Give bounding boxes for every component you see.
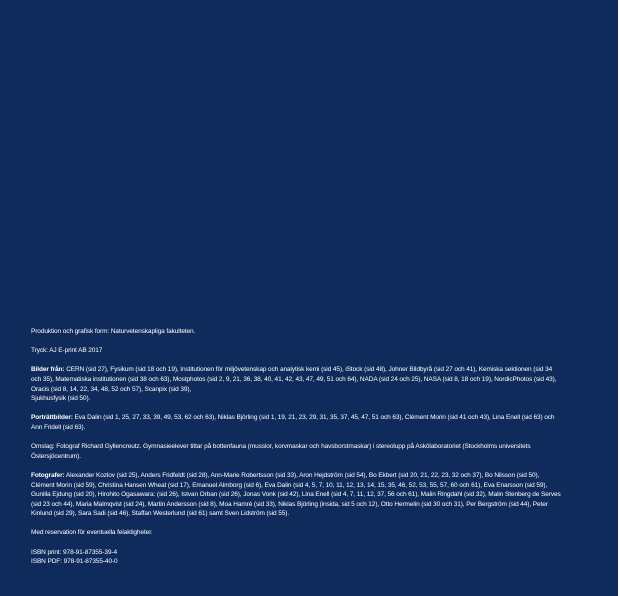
production-credit: Produktion och grafisk form: Naturvetenskapliga fakulteten. bbox=[31, 328, 196, 335]
print-credit: Tryck: AJ E-print AB 2017 bbox=[31, 347, 103, 355]
isbn-print: ISBN print: 978-91-87355-39-4 bbox=[31, 548, 117, 556]
photographer-credits bbox=[31, 471, 561, 519]
image-credits-continued: Sjukhusfysik (sid 50). bbox=[31, 395, 91, 403]
disclaimer: Med reservation för eventuella felaktigheter. bbox=[31, 529, 153, 537]
photographer-credits-label: Fotografer: bbox=[31, 471, 65, 479]
image-credits bbox=[31, 365, 561, 394]
portrait-credits-text: Eva Dalin (sid 1, 25, 27, 33, 39, 49, 53, 62 och 63), Niklas Björling (sid 1, 19, 21, 23, 29, 31, 35, 37, 45, 47, 51 och 63), Clément Morin (sid 41 och 43), Lina Enell (sid 63) och Ann Fridell (sid 63). bbox=[31, 414, 555, 431]
cover-credit: Omslag: Fotograf Richard Gyllencreutz. Gymnasieelever tittar på bottenfauna (musslor, korvmaskar och havsborstmaskar) i stereolupp på Askölaboratoriet (Stockholms universitets Östersjöcentrum). bbox=[31, 443, 531, 460]
colophon bbox=[31, 327, 561, 567]
photographer-credits-text: Alexander Kozlov (sid 25), Anders Fridfeldt (sid 28), Ann-Marie Robertsson (sid 33), Aron Hejdström (sid 54), Bo Ekbert (sid 20, 21, 22, 23, 32 och 37), Bo Nilsson (sid 50), Clément Morin (sid 59), Christina Hansen Wheat (sid 17), Emanuel Almborg (sid 6), Eva Dalin (sid 4, 5, 7, 10, 11, 12, 13, 14, 15, 35, 46, 52, 53, 55, 57, 60 och 61), Eva Enarsson (sid 59), Gunilla Ejdung (sid 20), Hirohito Ogasawara: (sid 26), Istvan Orban (sid 26), Jonas Vonk (sid 42), Lina Enell (sid 4, 7, 11, 12, 37, 56 och 61), Malin Ringdahl (sid 32), Malin Stenberg de Serves (sid 23 och 44), Maria Malmqvist (sid 24), Martin Andersson (sid 8), Moa Hamré (sid 33), Niklas Björling (insida, sid 5 och 12), Otto Hermelin (sid 30 och 31), Per Bergström (sid 44), Peter Kinlund (sid 29), Sara Sadi (sid 46), Staffan Westerlund (sid 61) samt Sven Lidström (sid 55). bbox=[31, 471, 561, 518]
image-credits-label: Bilder från: bbox=[31, 366, 65, 374]
isbn-pdf: ISBN PDF: 978-91-87355-40-0 bbox=[31, 558, 118, 566]
image-credits-text: CERN (sid 27), Fysikum (sid 18 och 19), Institutionen för miljövetenskap och analytisk kemi (sid 45), iStock (sid 48), Johner Bildbyrå (sid 27 och 41), Kemiska sektionen (sid 34 och 35), Matematiska institutionen (sid 38 och 63), Mostphotos (sid 2, 9, 21, 36, 38, 40, 41, 42, 43, 47, 49, 51 och 64), NADA (sid 24 och 25), NASA (sid 8, 18 och 19), NordicPhotos (sid 43), Oracis (sid 8, 14, 22, 34, 48, 52 och 57), Scanpix (sid 39), bbox=[31, 366, 557, 393]
portrait-credits-label: Porträttbilder: bbox=[31, 414, 73, 422]
portrait-credits bbox=[31, 413, 561, 432]
